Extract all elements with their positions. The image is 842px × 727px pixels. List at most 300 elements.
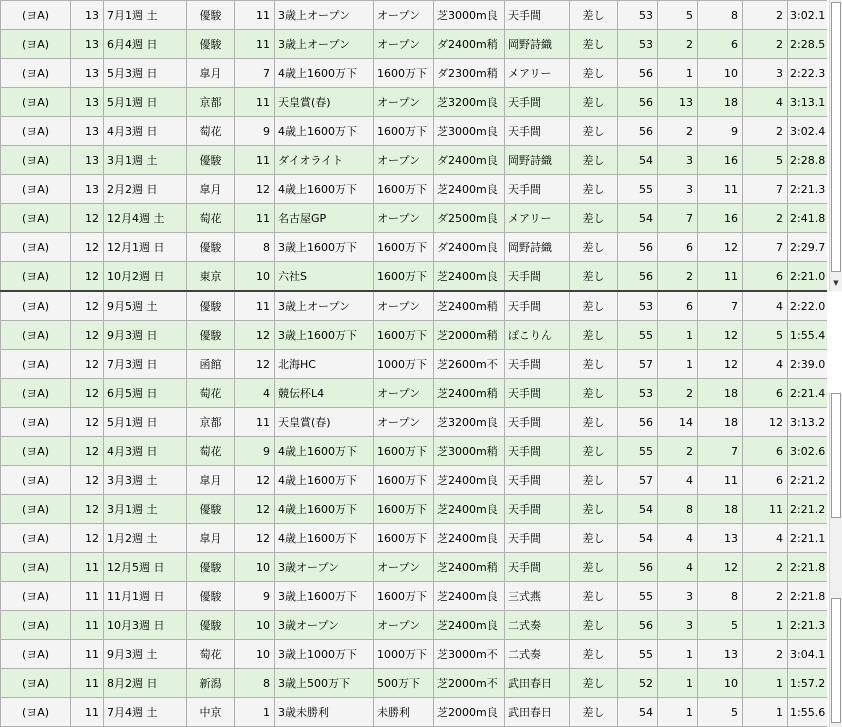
cell-week: 7月3週 日 xyxy=(104,350,187,379)
cell-venue: 萄花 xyxy=(187,204,235,233)
cell-race: 3歳オープン xyxy=(275,611,374,640)
cell-style: 差し xyxy=(570,262,618,292)
cell-time: 2:28.8 xyxy=(788,146,828,175)
table-row[interactable] xyxy=(1,611,828,640)
cell-n: 11 xyxy=(235,204,275,233)
cell-week: 4月3週 日 xyxy=(104,437,187,466)
cell-time: 2:21.3 xyxy=(788,611,828,640)
cell-code: (ヨA) xyxy=(1,291,71,321)
cell-week: 8月2週 日 xyxy=(104,669,187,698)
cell-venue: 皐月 xyxy=(187,59,235,88)
scroll-down-arrow-icon[interactable]: ▼ xyxy=(833,279,839,287)
cell-b: 5 xyxy=(698,611,743,640)
cell-week: 12月5週 日 xyxy=(104,553,187,582)
cell-code: (ヨA) xyxy=(1,204,71,233)
cell-track: ダ2400m良 xyxy=(434,233,505,262)
table-row[interactable] xyxy=(1,321,828,350)
cell-jockey: 武田春日 xyxy=(505,698,570,727)
cell-venue: 中京 xyxy=(187,698,235,727)
cell-n: 10 xyxy=(235,262,275,292)
cell-age: 12 xyxy=(71,495,104,524)
table-row[interactable] xyxy=(1,146,828,175)
cell-track: 芝2000m良 xyxy=(434,698,505,727)
cell-venue: 優駿 xyxy=(187,611,235,640)
cell-time: 2:21.3 xyxy=(788,175,828,204)
cell-c: 5 xyxy=(743,146,788,175)
cell-a: 1 xyxy=(658,640,698,669)
lower-scrollbar[interactable] xyxy=(829,393,842,727)
cell-time: 2:21.4 xyxy=(788,379,828,408)
table-row[interactable] xyxy=(1,262,828,292)
table-row[interactable] xyxy=(1,379,828,408)
cell-wt: 55 xyxy=(618,175,658,204)
table-row[interactable] xyxy=(1,59,828,88)
cell-code: (ヨA) xyxy=(1,321,71,350)
cell-jockey: 岡野詩織 xyxy=(505,30,570,59)
cell-cls: 1000万下 xyxy=(374,350,434,379)
cell-wt: 53 xyxy=(618,379,658,408)
cell-n: 8 xyxy=(235,669,275,698)
cell-code: (ヨA) xyxy=(1,233,71,262)
cell-a: 2 xyxy=(658,117,698,146)
cell-cls: 1600万下 xyxy=(374,466,434,495)
cell-week: 3月1週 土 xyxy=(104,146,187,175)
cell-venue: 萄花 xyxy=(187,379,235,408)
cell-track: 芝2400m稍 xyxy=(434,553,505,582)
cell-time: 2:21.2 xyxy=(788,495,828,524)
cell-c: 4 xyxy=(743,524,788,553)
cell-cls: オープン xyxy=(374,379,434,408)
cell-code: (ヨA) xyxy=(1,30,71,59)
cell-style: 差し xyxy=(570,669,618,698)
table-row[interactable] xyxy=(1,524,828,553)
cell-code: (ヨA) xyxy=(1,350,71,379)
cell-code: (ヨA) xyxy=(1,1,71,30)
cell-b: 7 xyxy=(698,437,743,466)
cell-wt: 55 xyxy=(618,582,658,611)
cell-venue: 優駿 xyxy=(187,1,235,30)
cell-code: (ヨA) xyxy=(1,669,71,698)
cell-jockey: 天手間 xyxy=(505,495,570,524)
table-row[interactable] xyxy=(1,553,828,582)
cell-b: 18 xyxy=(698,495,743,524)
cell-n: 12 xyxy=(235,495,275,524)
cell-age: 11 xyxy=(71,553,104,582)
cell-b: 11 xyxy=(698,175,743,204)
cell-age: 11 xyxy=(71,582,104,611)
cell-week: 3月3週 土 xyxy=(104,466,187,495)
cell-venue: 皐月 xyxy=(187,466,235,495)
cell-c: 1 xyxy=(743,669,788,698)
cell-b: 8 xyxy=(698,1,743,30)
cell-time: 3:02.1 xyxy=(788,1,828,30)
cell-time: 2:21.2 xyxy=(788,466,828,495)
cell-c: 11 xyxy=(743,495,788,524)
cell-cls: 1600万下 xyxy=(374,233,434,262)
cell-c: 1 xyxy=(743,698,788,727)
cell-week: 6月4週 日 xyxy=(104,30,187,59)
cell-jockey: 天手間 xyxy=(505,553,570,582)
cell-code: (ヨA) xyxy=(1,611,71,640)
cell-race: 天皇賞(春) xyxy=(275,88,374,117)
cell-b: 16 xyxy=(698,204,743,233)
cell-age: 13 xyxy=(71,30,104,59)
cell-time: 2:39.0 xyxy=(788,350,828,379)
cell-b: 16 xyxy=(698,146,743,175)
cell-c: 6 xyxy=(743,466,788,495)
cell-a: 2 xyxy=(658,437,698,466)
cell-n: 1 xyxy=(235,698,275,727)
cell-age: 13 xyxy=(71,175,104,204)
table-row[interactable] xyxy=(1,408,828,437)
cell-c: 6 xyxy=(743,262,788,292)
table-row[interactable] xyxy=(1,582,828,611)
cell-a: 5 xyxy=(658,1,698,30)
cell-c: 1 xyxy=(743,611,788,640)
cell-style: 差し xyxy=(570,117,618,146)
cell-time: 2:21.0 xyxy=(788,262,828,292)
cell-track: 芝2000m稍 xyxy=(434,321,505,350)
cell-n: 12 xyxy=(235,466,275,495)
cell-a: 1 xyxy=(658,59,698,88)
cell-week: 7月4週 土 xyxy=(104,698,187,727)
cell-week: 10月2週 日 xyxy=(104,262,187,292)
cell-cls: 1600万下 xyxy=(374,262,434,292)
cell-race: 3歳上オープン xyxy=(275,30,374,59)
cell-b: 12 xyxy=(698,553,743,582)
cell-track: 芝2400m良 xyxy=(434,262,505,292)
cell-c: 2 xyxy=(743,30,788,59)
cell-age: 12 xyxy=(71,350,104,379)
cell-style: 差し xyxy=(570,640,618,669)
cell-time: 1:55.6 xyxy=(788,698,828,727)
cell-cls: オープン xyxy=(374,1,434,30)
cell-track: 芝3000m良 xyxy=(434,1,505,30)
cell-track: ダ2300m稍 xyxy=(434,59,505,88)
table-row[interactable] xyxy=(1,350,828,379)
cell-week: 10月3週 日 xyxy=(104,611,187,640)
cell-c: 5 xyxy=(743,321,788,350)
cell-time: 2:21.8 xyxy=(788,553,828,582)
cell-a: 1 xyxy=(658,350,698,379)
cell-n: 11 xyxy=(235,88,275,117)
cell-track: 芝2400m良 xyxy=(434,611,505,640)
cell-week: 7月1週 土 xyxy=(104,1,187,30)
table-row[interactable] xyxy=(1,466,828,495)
cell-track: ダ2500m良 xyxy=(434,204,505,233)
table-row[interactable] xyxy=(1,291,828,321)
cell-venue: 優駿 xyxy=(187,321,235,350)
cell-jockey: 天手間 xyxy=(505,175,570,204)
cell-jockey: 天手間 xyxy=(505,262,570,292)
cell-a: 7 xyxy=(658,204,698,233)
cell-race: 名古屋GP xyxy=(275,204,374,233)
cell-cls: 1600万下 xyxy=(374,321,434,350)
cell-cls: オープン xyxy=(374,30,434,59)
cell-wt: 54 xyxy=(618,146,658,175)
cell-code: (ヨA) xyxy=(1,146,71,175)
cell-age: 13 xyxy=(71,59,104,88)
cell-week: 4月3週 日 xyxy=(104,117,187,146)
cell-race: 3歳上オープン xyxy=(275,1,374,30)
cell-time: 2:41.8 xyxy=(788,204,828,233)
cell-jockey: メアリー xyxy=(505,204,570,233)
cell-style: 差し xyxy=(570,59,618,88)
cell-b: 18 xyxy=(698,379,743,408)
cell-a: 1 xyxy=(658,321,698,350)
cell-venue: 優駿 xyxy=(187,146,235,175)
cell-week: 5月1週 日 xyxy=(104,408,187,437)
cell-code: (ヨA) xyxy=(1,379,71,408)
cell-code: (ヨA) xyxy=(1,59,71,88)
cell-a: 2 xyxy=(658,379,698,408)
cell-wt: 56 xyxy=(618,262,658,292)
cell-n: 10 xyxy=(235,553,275,582)
cell-track: 芝2400m良 xyxy=(434,495,505,524)
cell-c: 2 xyxy=(743,204,788,233)
table-row[interactable] xyxy=(1,495,828,524)
table-row[interactable] xyxy=(1,640,828,669)
cell-age: 12 xyxy=(71,524,104,553)
cell-c: 2 xyxy=(743,117,788,146)
lower-scrollbar-thumb-2[interactable] xyxy=(831,598,841,723)
cell-week: 2月2週 日 xyxy=(104,175,187,204)
cell-race: 天皇賞(春) xyxy=(275,408,374,437)
cell-n: 9 xyxy=(235,117,275,146)
upper-scrollbar[interactable] xyxy=(829,0,842,291)
cell-age: 11 xyxy=(71,669,104,698)
cell-b: 13 xyxy=(698,524,743,553)
cell-a: 14 xyxy=(658,408,698,437)
cell-code: (ヨA) xyxy=(1,175,71,204)
cell-style: 差し xyxy=(570,698,618,727)
cell-venue: 函館 xyxy=(187,350,235,379)
cell-cls: オープン xyxy=(374,291,434,321)
cell-style: 差し xyxy=(570,204,618,233)
cell-b: 10 xyxy=(698,669,743,698)
cell-c: 7 xyxy=(743,175,788,204)
cell-b: 11 xyxy=(698,262,743,292)
cell-age: 11 xyxy=(71,640,104,669)
cell-style: 差し xyxy=(570,379,618,408)
cell-age: 12 xyxy=(71,291,104,321)
cell-n: 10 xyxy=(235,611,275,640)
cell-venue: 京都 xyxy=(187,408,235,437)
cell-c: 4 xyxy=(743,350,788,379)
cell-n: 11 xyxy=(235,408,275,437)
cell-style: 差し xyxy=(570,408,618,437)
cell-a: 4 xyxy=(658,466,698,495)
table-row[interactable] xyxy=(1,437,828,466)
cell-wt: 53 xyxy=(618,291,658,321)
cell-b: 8 xyxy=(698,582,743,611)
cell-a: 13 xyxy=(658,88,698,117)
cell-race: 4歳上1600万下 xyxy=(275,437,374,466)
cell-c: 6 xyxy=(743,437,788,466)
cell-jockey: ぽこりん xyxy=(505,321,570,350)
cell-age: 12 xyxy=(71,379,104,408)
cell-n: 11 xyxy=(235,291,275,321)
cell-race: ダイオライト xyxy=(275,146,374,175)
cell-cls: 1600万下 xyxy=(374,175,434,204)
cell-track: 芝3000m不 xyxy=(434,640,505,669)
cell-track: 芝2000m不 xyxy=(434,669,505,698)
cell-c: 6 xyxy=(743,379,788,408)
table-row[interactable] xyxy=(1,669,828,698)
table-row[interactable] xyxy=(1,175,828,204)
cell-week: 1月2週 土 xyxy=(104,524,187,553)
cell-jockey: 岡野詩織 xyxy=(505,146,570,175)
cell-cls: 未勝利 xyxy=(374,698,434,727)
cell-venue: 皐月 xyxy=(187,175,235,204)
cell-track: 芝3000m良 xyxy=(434,117,505,146)
cell-venue: 優駿 xyxy=(187,495,235,524)
cell-week: 9月3週 日 xyxy=(104,321,187,350)
cell-wt: 56 xyxy=(618,553,658,582)
cell-race: 3歳上1600万下 xyxy=(275,321,374,350)
cell-style: 差し xyxy=(570,233,618,262)
cell-n: 11 xyxy=(235,1,275,30)
cell-cls: オープン xyxy=(374,553,434,582)
cell-week: 5月3週 日 xyxy=(104,59,187,88)
cell-week: 11月1週 日 xyxy=(104,582,187,611)
cell-wt: 56 xyxy=(618,88,658,117)
cell-code: (ヨA) xyxy=(1,88,71,117)
cell-time: 2:28.5 xyxy=(788,30,828,59)
cell-b: 9 xyxy=(698,117,743,146)
upper-scrollbar-thumb[interactable] xyxy=(831,2,841,272)
cell-a: 6 xyxy=(658,291,698,321)
cell-a: 3 xyxy=(658,582,698,611)
cell-age: 13 xyxy=(71,88,104,117)
cell-code: (ヨA) xyxy=(1,640,71,669)
cell-cls: 1600万下 xyxy=(374,495,434,524)
cell-jockey: 二式奏 xyxy=(505,611,570,640)
table-row[interactable] xyxy=(1,30,828,59)
table-row[interactable] xyxy=(1,698,828,727)
cell-b: 12 xyxy=(698,233,743,262)
cell-week: 9月5週 土 xyxy=(104,291,187,321)
lower-scrollbar-thumb[interactable] xyxy=(831,393,841,518)
cell-time: 1:57.2 xyxy=(788,669,828,698)
cell-wt: 54 xyxy=(618,495,658,524)
cell-c: 4 xyxy=(743,291,788,321)
cell-wt: 56 xyxy=(618,611,658,640)
cell-race: 3歳未勝利 xyxy=(275,698,374,727)
cell-wt: 57 xyxy=(618,350,658,379)
cell-track: 芝2400m良 xyxy=(434,175,505,204)
cell-cls: 1600万下 xyxy=(374,582,434,611)
cell-n: 9 xyxy=(235,582,275,611)
cell-week: 9月3週 土 xyxy=(104,640,187,669)
cell-week: 3月1週 土 xyxy=(104,495,187,524)
table-row[interactable] xyxy=(1,233,828,262)
cell-n: 12 xyxy=(235,350,275,379)
table-row[interactable] xyxy=(1,88,828,117)
cell-a: 3 xyxy=(658,175,698,204)
cell-track: 芝2400m良 xyxy=(434,466,505,495)
cell-code: (ヨA) xyxy=(1,437,71,466)
cell-jockey: 天手間 xyxy=(505,291,570,321)
cell-c: 7 xyxy=(743,233,788,262)
cell-jockey: 天手間 xyxy=(505,350,570,379)
cell-wt: 56 xyxy=(618,408,658,437)
cell-wt: 52 xyxy=(618,669,658,698)
cell-time: 3:02.4 xyxy=(788,117,828,146)
cell-week: 12月1週 日 xyxy=(104,233,187,262)
cell-venue: 東京 xyxy=(187,262,235,292)
cell-style: 差し xyxy=(570,321,618,350)
cell-n: 10 xyxy=(235,640,275,669)
cell-track: 芝3200m良 xyxy=(434,88,505,117)
cell-race: 3歳オープン xyxy=(275,553,374,582)
cell-cls: オープン xyxy=(374,88,434,117)
cell-c: 12 xyxy=(743,408,788,437)
cell-c: 2 xyxy=(743,582,788,611)
cell-style: 差し xyxy=(570,437,618,466)
cell-race: 3歳上1600万下 xyxy=(275,233,374,262)
cell-b: 13 xyxy=(698,640,743,669)
cell-jockey: 二式奏 xyxy=(505,640,570,669)
table-row[interactable] xyxy=(1,204,828,233)
cell-race: 競伝杯L4 xyxy=(275,379,374,408)
cell-week: 12月4週 土 xyxy=(104,204,187,233)
cell-age: 11 xyxy=(71,698,104,727)
cell-jockey: 三式燕 xyxy=(505,582,570,611)
cell-race: 4歳上1600万下 xyxy=(275,175,374,204)
cell-code: (ヨA) xyxy=(1,117,71,146)
cell-a: 4 xyxy=(658,524,698,553)
cell-style: 差し xyxy=(570,466,618,495)
cell-venue: 萄花 xyxy=(187,117,235,146)
cell-wt: 55 xyxy=(618,321,658,350)
cell-race: 六社S xyxy=(275,262,374,292)
cell-time: 1:55.4 xyxy=(788,321,828,350)
cell-b: 12 xyxy=(698,321,743,350)
cell-jockey: 天手間 xyxy=(505,117,570,146)
table-row[interactable] xyxy=(1,117,828,146)
table-body xyxy=(1,1,828,727)
cell-race: 4歳上1600万下 xyxy=(275,466,374,495)
cell-cls: 1600万下 xyxy=(374,59,434,88)
cell-cls: 1600万下 xyxy=(374,117,434,146)
cell-c: 2 xyxy=(743,640,788,669)
cell-wt: 54 xyxy=(618,524,658,553)
cell-venue: 優駿 xyxy=(187,233,235,262)
cell-style: 差し xyxy=(570,291,618,321)
cell-cls: 1000万下 xyxy=(374,640,434,669)
cell-n: 8 xyxy=(235,233,275,262)
cell-a: 4 xyxy=(658,553,698,582)
cell-age: 12 xyxy=(71,437,104,466)
cell-race: 3歳上1600万下 xyxy=(275,582,374,611)
cell-track: 芝2400m稍 xyxy=(434,291,505,321)
cell-time: 2:22.3 xyxy=(788,59,828,88)
cell-a: 1 xyxy=(658,669,698,698)
table-row[interactable] xyxy=(1,1,828,30)
cell-jockey: 天手間 xyxy=(505,437,570,466)
cell-n: 12 xyxy=(235,524,275,553)
cell-cls: オープン xyxy=(374,146,434,175)
cell-age: 12 xyxy=(71,204,104,233)
cell-wt: 56 xyxy=(618,117,658,146)
cell-c: 3 xyxy=(743,59,788,88)
cell-a: 3 xyxy=(658,146,698,175)
cell-venue: 新潟 xyxy=(187,669,235,698)
cell-venue: 優駿 xyxy=(187,30,235,59)
cell-time: 2:21.1 xyxy=(788,524,828,553)
cell-time: 3:13.1 xyxy=(788,88,828,117)
